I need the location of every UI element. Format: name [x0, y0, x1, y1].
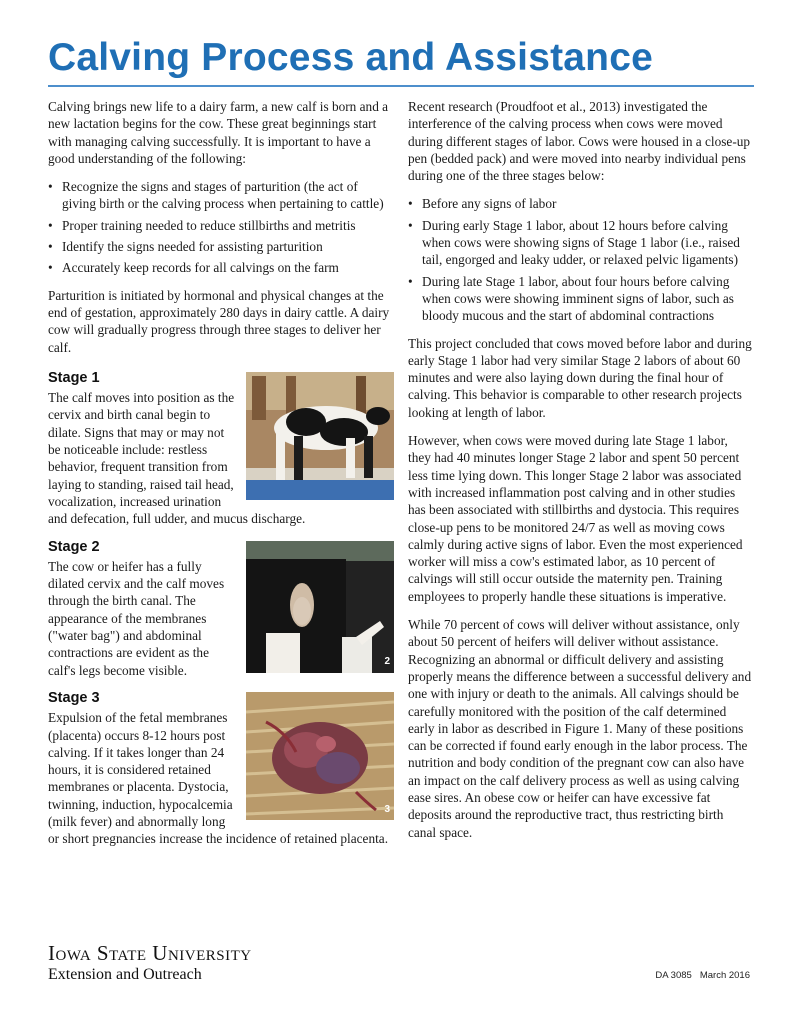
left-column: [48, 98, 394, 859]
labor-stages-list: [408, 195, 754, 324]
stage1-description: The calf moves into position as the cervix and birth canal begin to dilate. Signs that may or may not be noticeable include: restless behavior, frequent transition from laying to standing, raised tail head, vocalization, increased urination and defecation, full udder, and mucus discharge.: [48, 390, 306, 527]
parturition-paragraph: Parturition is initiated by hormonal and physical changes at the end of gestation, approximately 280 days in dairy cattle. A dairy cow will gradually progress through three stages to deliver her calf.: [48, 287, 390, 355]
stage3-description: Expulsion of the fetal membranes (placenta) occurs 8-12 hours post calving. If it takes longer than 24 hours, it is considered retained membranes or placenta. Dystocia, twinning, induction, hypocalcemia (milk fever) and abnormally long or short pregnancies increase the incidence of retained placenta.: [48, 710, 389, 847]
university-logo: [48, 941, 252, 984]
learning-goals-list: [48, 178, 394, 276]
stage2-description: The cow or heifer has a fully dilated cervix and the calf moves through the birth canal. The appearance of the membranes ("water bag") and abdominal contractions are evident as the calf's legs become visible.: [48, 558, 225, 678]
list-item: • Recognize the signs and stages of parturition (the act of giving birth or the calving process when pertaining to cattle): [48, 178, 394, 213]
stage2-heading: Stage 2: [48, 538, 100, 555]
research-paragraph: Recent research (Proudfoot et al., 2013) investigated the interference of the calving process when cows were moved during different stages of labor. Cows were housed in a close-up pen (bedded pack) and were moved into nearby individual pens during one of the three stages below:: [408, 99, 751, 184]
photo-number-2: 2: [384, 656, 390, 668]
right-column: [408, 98, 754, 852]
list-item: • Before any signs of labor: [408, 195, 754, 212]
list-item: • Identify the signs needed for assisting parturition: [48, 238, 394, 255]
publication-code: DA 3085: [655, 970, 692, 981]
stage3-placenta-photo: [246, 692, 394, 820]
late-stage-paragraph: However, when cows were moved during late Stage 1 labor, they had 40 minutes longer Stage 2 labor and spent 50 percent less time lying down. This longer Stage 2 labor was associated with increased inflammation post calving and in other studies has been associated with stillbirths and dystocia. This requires close-up pens to be monitored 24/7 as well as moving cows calmly during active signs of labor. Even the most experienced worker will miss a cow's estimated labor, as 10 percent of calvings will still occur outside the maternity pen. Training employees to properly handle these situations is imperative.: [408, 433, 743, 604]
assistance-paragraph: While 70 percent of cows will deliver without assistance, only about 50 percent of heifers will deliver without assistance. Recognizing an abnormal or difficult delivery and assisting properly means the difference between a successful delivery and one with injury or death to the animals. All calvings should be carefully monitored with the position of the calf determined early in labor as described in Figure 1. Many of these positions can be corrected if found early enough in the labor process. The nutrition and body condition of the pregnant cow can also have an impact on the calf delivery process as well as using calving ease sires. An obese cow or heifer can have excessive fat deposits around the reproductive tract, thus restricting birth canal space.: [408, 617, 752, 840]
list-item: • Accurately keep records for all calvings on the farm: [48, 259, 394, 276]
unit-name: Extension and Outreach: [48, 966, 202, 983]
publication-info: [655, 970, 750, 981]
publication-date: March 2016: [699, 970, 750, 981]
conclusion-paragraph: This project concluded that cows moved before labor and during early Stage 1 labor had very similar Stage 2 labors of about 60 minutes and were also laying down during the final hour of calving. This behavior is comparable to other research projects looking at length of labor.: [408, 335, 752, 420]
list-item: • During early Stage 1 labor, about 12 hours before calving when cows were showing signs of Stage 1 labor (i.e., raised tail, engorged and leaky udder, or relaxed pelvic ligaments): [408, 217, 754, 269]
page-title: Calving Process and Assistance: [48, 36, 653, 79]
stage1-heading: Stage 1: [48, 369, 100, 386]
university-name: Iowa State University: [48, 941, 252, 965]
stage3-heading: Stage 3: [48, 689, 100, 706]
photo-number-3: 3: [384, 803, 390, 815]
list-item: • During late Stage 1 labor, about four hours before calving when cows were showing imminent signs of labor, such as bloody mucous and the start of abdominal contractions: [408, 273, 754, 325]
stage2-cow-photo: [246, 541, 394, 673]
title-divider: [48, 85, 754, 87]
intro-paragraph: Calving brings new life to a dairy farm, a new calf is born and a new lactation begins for the cow. These great beginnings start with managing calving successfully. It is important to have a good understanding of the following:: [48, 99, 389, 166]
list-item: • Proper training needed to reduce stillbirths and metritis: [48, 217, 394, 234]
stage1-cow-photo: [246, 372, 394, 500]
